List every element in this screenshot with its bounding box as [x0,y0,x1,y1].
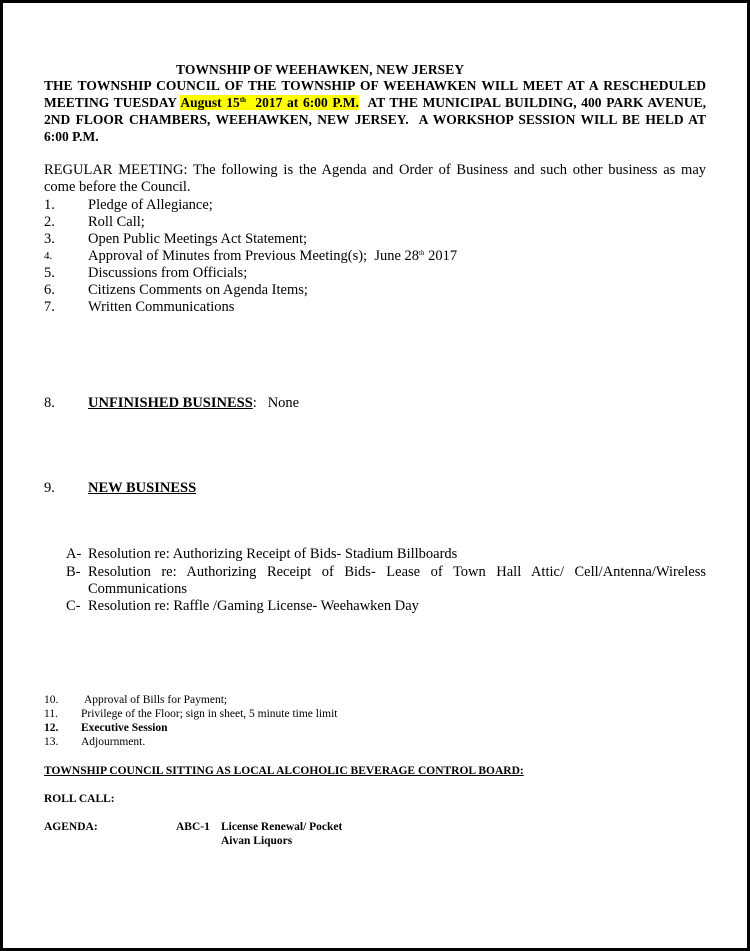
item-number: 3. [44,231,55,247]
notice-text-start: THE TOWNSHIP COUNCIL OF THE TOWNSHIP OF WEEHAWKEN WILL MEET AT A RESCHEDULED MEETING TUESDAY [44,78,706,110]
item-text: Privilege of the Floor; sign in sheet, 5 minute time limit [81,708,338,720]
item-text: Approval of Bills for Payment; [84,694,228,706]
abc-item-line1: License Renewal/ Pocket [221,821,343,833]
resolution-letter: C- [66,598,81,614]
item-text: Written Communications [88,299,235,315]
item-number: 4. [44,250,53,262]
item-number: 2. [44,214,55,230]
resolution-text: Resolution re: Authorizing Receipt of Bids- Stadium Billboards [88,546,458,562]
abc-item-line2: Aivan Liquors [221,835,293,847]
item-text: Executive Session [81,722,168,734]
abc-item-code: ABC-1 [176,821,210,833]
item-text [88,248,457,265]
section-heading: NEW BUSINESS [88,480,197,496]
document-title: TOWNSHIP OF WEEHAWKEN, NEW JERSEY [176,62,465,77]
item-number: 1. [44,197,55,213]
item-text: Roll Call; [88,214,145,230]
item-text: Adjournment. [81,736,146,748]
resolution-text-line1: Resolution re: Authorizing Receipt of Bids- Lease of Town Hall Attic/ Cell/Antenna/Wireless [88,564,706,580]
item-number: 5. [44,265,55,281]
resolution-text [88,564,706,598]
minutes-year: 2017 [424,248,458,264]
resolution-letter: A- [66,546,82,562]
item-number: 10. [44,694,59,706]
section-number: 9. [44,480,55,496]
item-number: 6. [44,282,55,298]
item-number: 7. [44,299,55,315]
resolution-text-line2: Communications [88,581,188,597]
regular-meeting-intro: REGULAR MEETING: The following is the Agenda and Order of Business and such other business as may come before the Council. [44,162,706,195]
agenda-label: AGENDA: [44,821,98,833]
item-text: Discussions from Officials; [88,265,248,281]
section-heading: UNFINISHED BUSINESS [88,395,253,411]
item-text: Open Public Meetings Act Statement; [88,231,308,247]
notice-text-end: AT THE MUNICIPAL BUILDING, 400 PARK AVENUE, 2ND FLOOR CHAMBERS, WEEHAWKEN, NEW JERSEY. A WORKSHOP SESSION WILL BE HELD AT 6:00 P.M. [44,95,710,144]
section-value: : None [252,395,300,411]
highlighted-date [180,95,359,110]
meeting-notice [44,77,710,145]
section-text [88,395,299,412]
item-number: 12. [44,722,59,734]
item-text: Pledge of Allegiance; [88,197,213,213]
item-number: 13. [44,736,59,748]
date-day: August 15 [180,95,240,110]
date-suffix: th [239,96,247,104]
section-text [88,480,196,497]
item-text: Citizens Comments on Agenda Items; [88,282,308,298]
item-number: 11. [44,708,58,720]
resolution-letter: B- [66,564,81,580]
date-time: 2017 at 6:00 P.M. [246,95,359,110]
minutes-text: Approval of Minutes from Previous Meeting(s); June 28 [88,248,420,264]
section-number: 8. [44,395,55,411]
abc-board-heading: TOWNSHIP COUNCIL SITTING AS LOCAL ALCOHOLIC BEVERAGE CONTROL BOARD: [44,765,524,777]
resolution-text: Resolution re: Raffle /Gaming License- Weehawken Day [88,598,419,614]
minutes-date-suffix: th [419,249,425,257]
roll-call-label: ROLL CALL: [44,793,115,805]
